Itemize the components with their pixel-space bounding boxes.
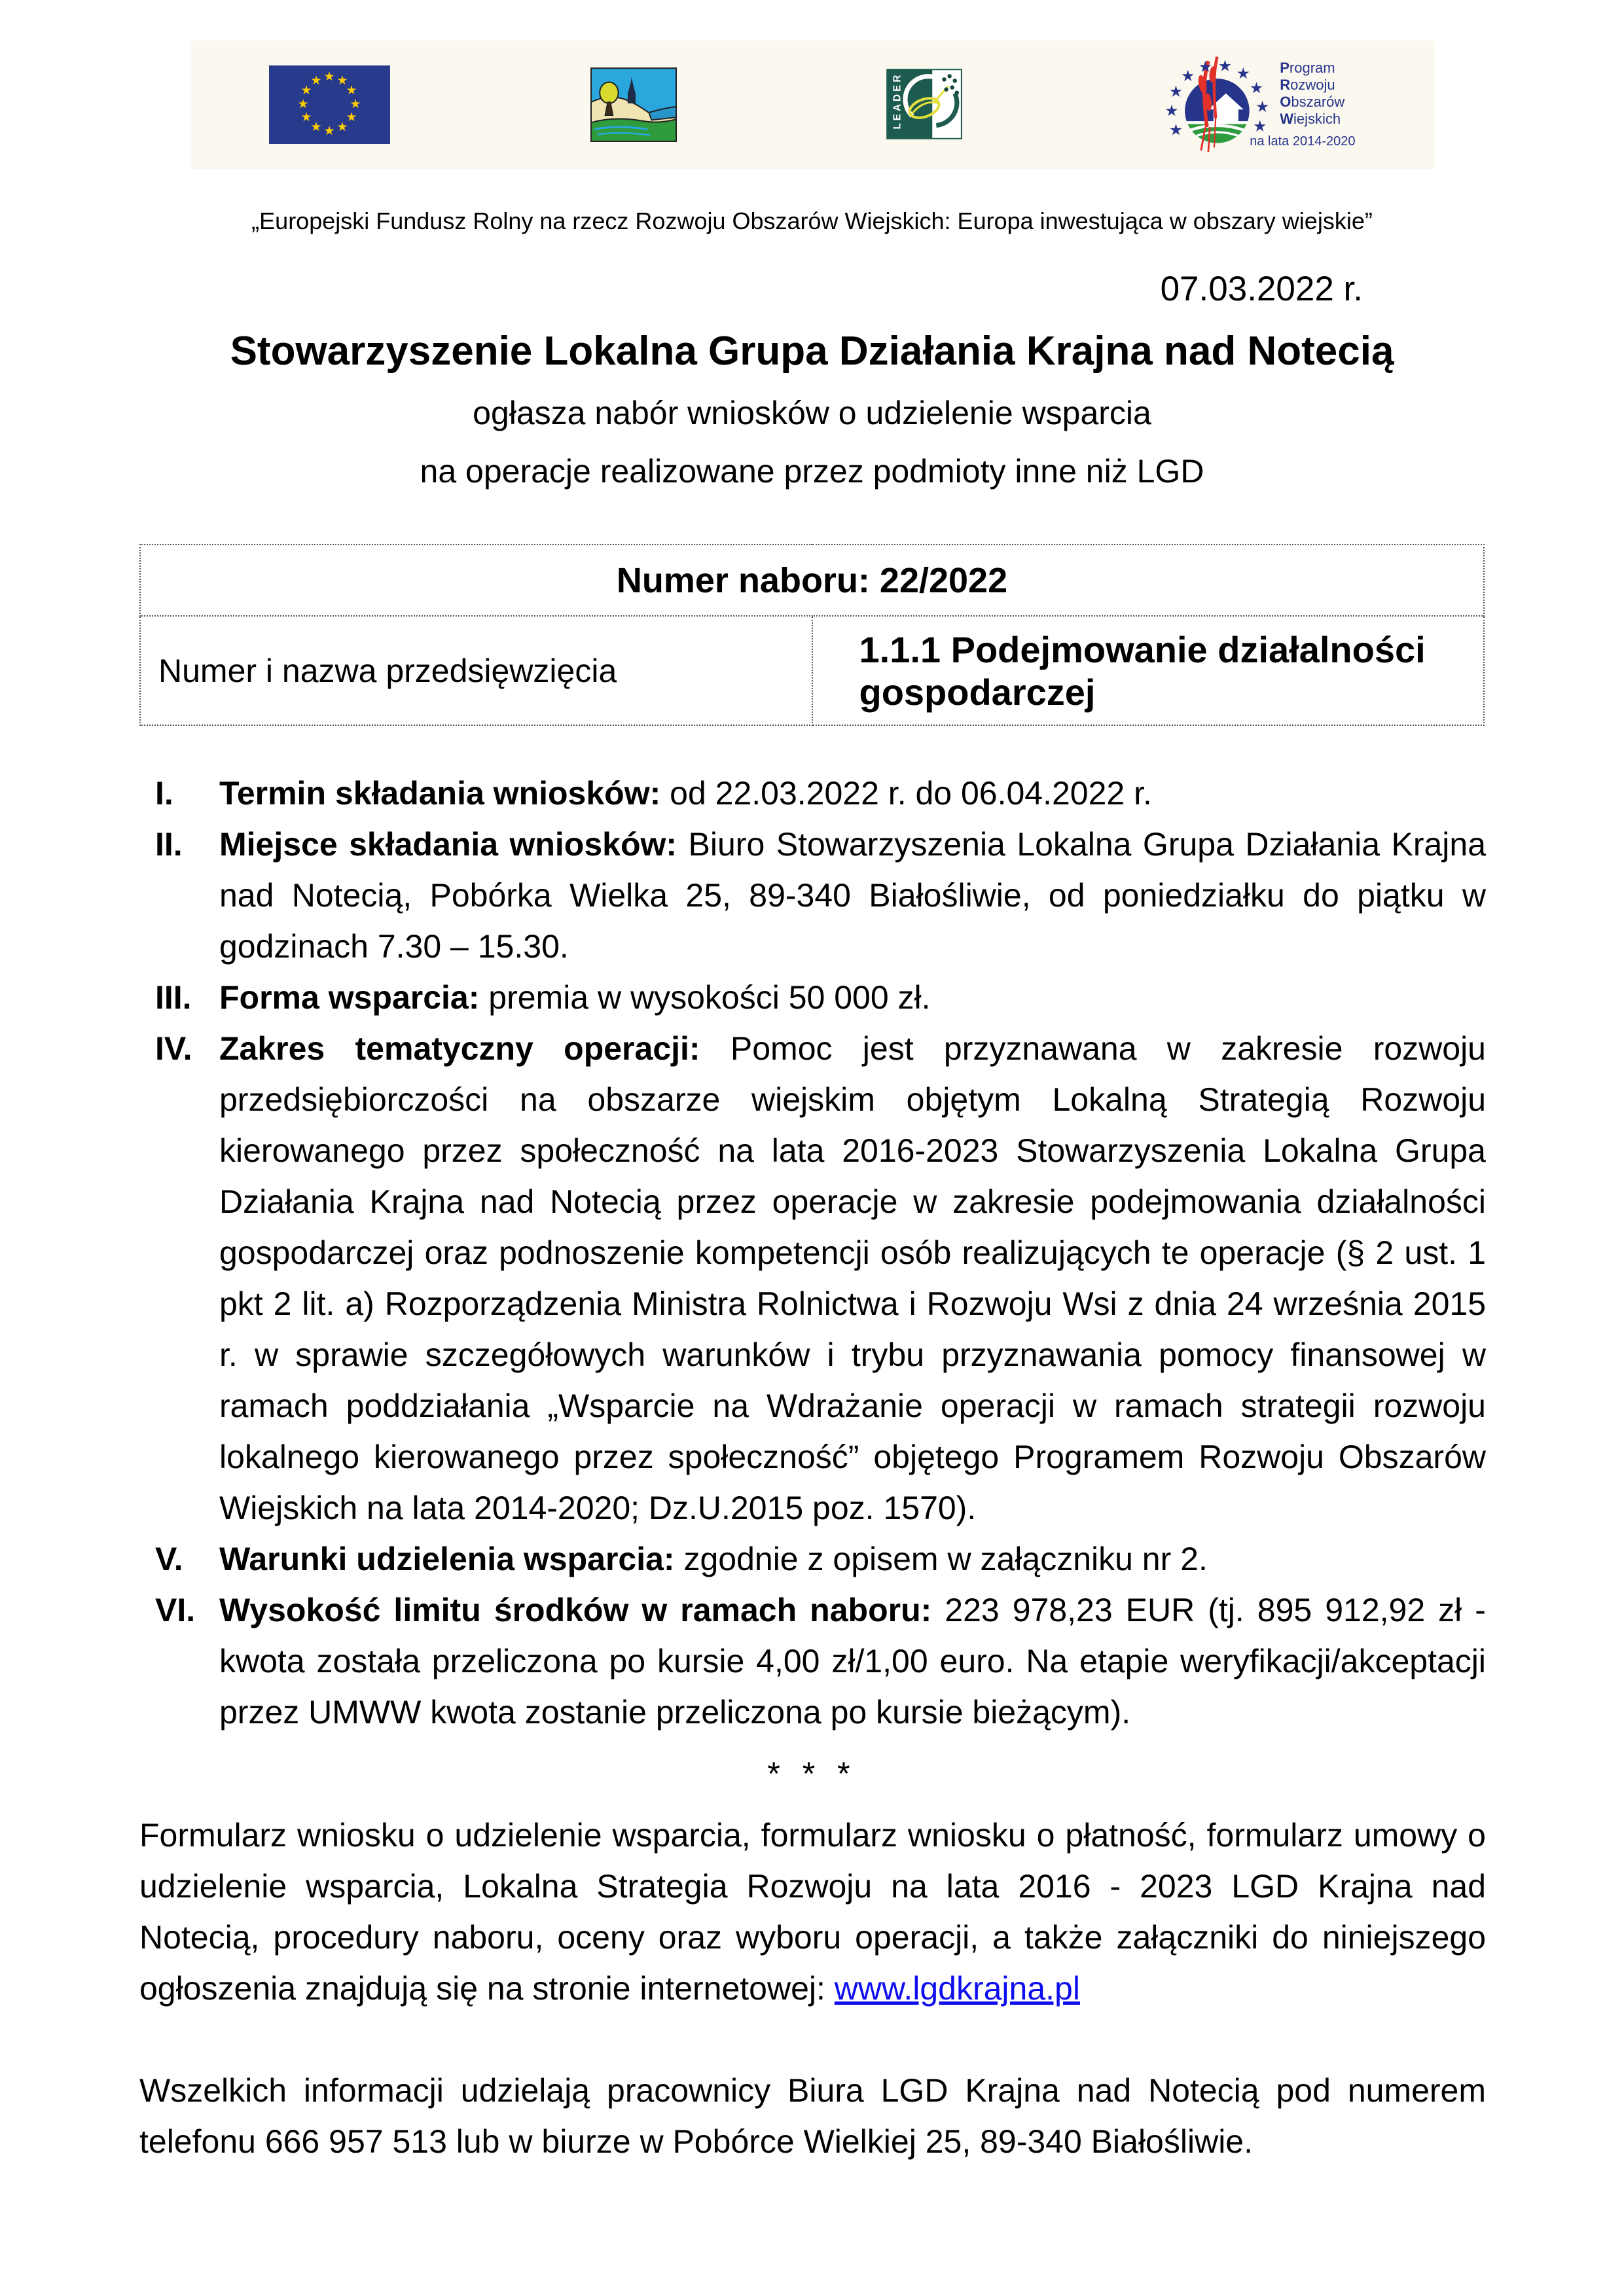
table-label-cell: Numer i nazwa przedsięwzięcia xyxy=(140,616,812,725)
list-item-text: od 22.03.2022 r. do 06.04.2022 r. xyxy=(670,775,1152,812)
prow-star-icon xyxy=(1257,100,1269,111)
list-item-body xyxy=(219,819,1486,972)
prow-star-icon xyxy=(1182,69,1194,81)
list-item-body xyxy=(219,768,1486,819)
prow-text-line: Program xyxy=(1280,60,1335,76)
list-item xyxy=(139,1534,1486,1585)
list-item-label: Wysokość limitu środków w ramach naboru: xyxy=(219,1592,932,1628)
leader-logo xyxy=(878,68,965,141)
lgd-krajna-logo xyxy=(590,67,677,142)
prow-years-line: na lata 2014-2020 xyxy=(1250,134,1356,149)
list-item-label: Warunki udzielenia wsparcia: xyxy=(219,1541,675,1577)
list-item-numeral: II. xyxy=(155,826,183,863)
list-item-numeral: IV. xyxy=(155,1030,192,1067)
prow-text-line: Obszarów xyxy=(1280,94,1345,110)
prow-star-icon xyxy=(1219,60,1231,71)
forms-paragraph-text: Formularz wniosku o udzielenie wsparcia, formularz wniosku o płatność, formularz umowy o udzielenie wsparcia, Lokalna Strategia Rozwoju na lata 2016 - 2023 LGD Krajna nad Notecią, procedury naboru, oceny oraz wyboru operacji, a także załączniki do niniejszego ogłoszenia znajdują się na stronie internetowej: xyxy=(139,1817,1486,2007)
list-item-numeral: VI. xyxy=(155,1592,196,1628)
eu-star-icon xyxy=(323,125,336,137)
list-item-text: zgodnie z opisem w załączniku nr 2. xyxy=(683,1541,1208,1577)
table-row xyxy=(140,616,1484,725)
eu-flag-logo xyxy=(269,65,390,144)
list-item-label: Termin składania wniosków: xyxy=(219,775,661,812)
list-item xyxy=(139,1585,1486,1738)
forms-paragraph xyxy=(139,1810,1486,2014)
list-item-numeral: III. xyxy=(155,979,192,1016)
prow-star-icon xyxy=(1170,85,1182,96)
prow-star-icon xyxy=(1237,67,1249,79)
prow-star-icon xyxy=(1251,82,1263,93)
eu-star-icon xyxy=(350,98,362,111)
list-item-text: Pomoc jest przyznawana w zakresie rozwoju przedsiębiorczości na obszarze wiejskim objętym Lokalną Strategią Rozwoju kierowanego przez społeczność na lata 2016-2023 Stowarzyszenia Lokalna Grupa Działania Krajna nad Notecią przez operacje w zakresie podejmowania działalności gospodarczej oraz podnoszenie kompetencji osób realizujących te operacje (§ 2 ust. 1 pkt 2 lit. a) Rozporządzenia Ministra Rolnictwa i Rozwoju Wsi z dnia 24 września 2015 r. w sprawie szczegółowych warunków i trybu przyznawania pomocy finansowej w ramach poddziałania „Wsparcie na Wdrażanie operacji w ramach strategii rozwoju lokalnego kierowanego przez społeczność” objętego Programem Rozwoju Obszarów Wiejskich na lata 2014-2020; Dz.U.2015 poz. 1570). xyxy=(219,1030,1486,1526)
prow-star-icon xyxy=(1254,120,1266,131)
list-item-body xyxy=(219,1585,1486,1738)
page-title: Stowarzyszenie Lokalna Grupa Działania Krajna nad Notecią xyxy=(230,329,1394,374)
subtitle-line-1: ogłasza nabór wniosków o udzielenie wsparcia xyxy=(473,395,1151,431)
list-item-body xyxy=(219,972,1486,1023)
eu-star-icon xyxy=(300,111,313,124)
table-value-cell: 1.1.1 Podejmowanie działalności gospodarczej xyxy=(812,616,1485,725)
website-link[interactable]: www.lgdkrajna.pl xyxy=(834,1970,1080,2007)
list-item-text: premia w wysokości 50 000 zł. xyxy=(488,979,931,1016)
eu-star-icon xyxy=(323,71,336,83)
prow-star-icon xyxy=(1166,104,1178,115)
asterisk-separator: * * * xyxy=(767,1755,857,1792)
list-item xyxy=(139,972,1486,1023)
eu-star-icon xyxy=(346,84,358,97)
table-header-row xyxy=(140,545,1484,616)
list-item-text: Biuro Stowarzyszenia Lokalna Grupa Działania Krajna nad Notecią, Pobórka Wielka 25, 89-340 Białośliwie, od poniedziałku do piątku w godzinach 7.30 – 15.30. xyxy=(219,826,1486,965)
contact-paragraph: Wszelkich informacji udzielają pracownicy Biura LGD Krajna nad Notecią pod numerem telefonu 666 957 513 lub w biurze w Pobórce Wielkiej 25, 89-340 Białośliwie. xyxy=(139,2072,1486,2160)
prow-star-icon xyxy=(1170,124,1182,135)
list-item-body xyxy=(219,1534,1486,1585)
list-item-label: Miejsce składania wniosków: xyxy=(219,826,677,863)
list-item-numeral: V. xyxy=(155,1541,183,1577)
nabor-table xyxy=(139,544,1485,726)
list-item-body xyxy=(219,1023,1486,1534)
prow-logo-text xyxy=(1250,60,1356,150)
list-item-text: 223 978,23 EUR (tj. 895 912,92 zł - kwota została przeliczona po kursie 4,00 zł/1,00 euro. Na etapie weryfikacji/akceptacji przez UMWW kwota zostanie przeliczona po kursie bieżącym). xyxy=(219,1592,1486,1731)
document-date: 07.03.2022 r. xyxy=(1160,270,1363,308)
funding-caption: „Europejski Fundusz Rolny na rzecz Rozwoju Obszarów Wiejskich: Europa inwestująca w obszary wiejskie” xyxy=(251,207,1373,234)
logo-strip xyxy=(190,41,1434,169)
list-item xyxy=(139,768,1486,819)
prow-text-line: Wiejskich xyxy=(1280,111,1341,127)
list-item-numeral: I. xyxy=(155,775,173,812)
list-item-label: Zakres tematyczny operacji: xyxy=(219,1030,700,1067)
eu-star-icon xyxy=(310,75,323,87)
eu-star-icon xyxy=(297,98,310,111)
numbered-list xyxy=(139,768,1486,1738)
prow-text-line: Rozwoju xyxy=(1280,77,1335,93)
prow-logo xyxy=(1166,54,1355,156)
list-item xyxy=(139,1023,1486,1534)
list-item xyxy=(139,819,1486,972)
table-header-cell: Numer naboru: 22/2022 xyxy=(140,545,1484,616)
subtitle-line-2: na operacje realizowane przez podmioty inne niż LGD xyxy=(420,453,1204,490)
eu-star-icon xyxy=(336,121,349,134)
leader-wordmark: LEADER xyxy=(892,72,903,130)
list-item-label: Forma wsparcia: xyxy=(219,979,480,1016)
